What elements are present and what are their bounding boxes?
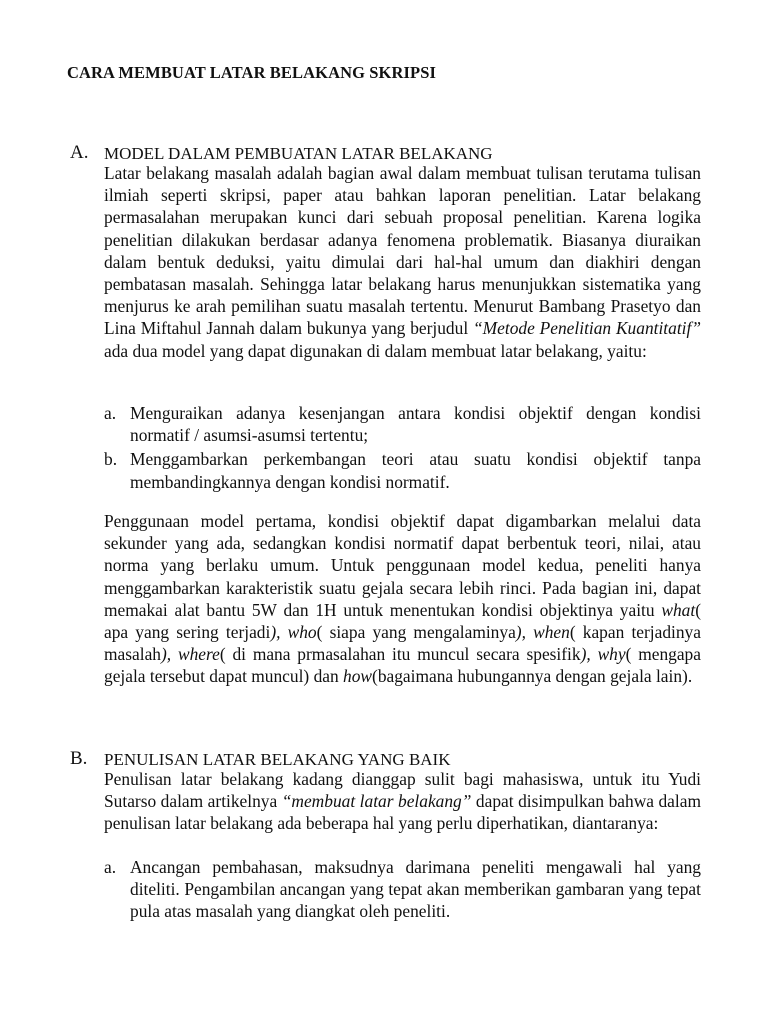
ordered-list (104, 402, 701, 493)
keyword-when: when (533, 622, 570, 643)
paragraph-text-part: ada dua model yang dapat digunakan di dalam membuat latar belakang, yaitu: (104, 340, 647, 361)
paragraph-text-part: dapat disimpulkan bahwa dalam penulisan latar belakang ada beberapa hal yang perlu diperhatikan, diantaranya: (104, 791, 701, 834)
paragraph (104, 510, 701, 688)
document-title: CARA MEMBUAT LATAR BELAKANG SKRIPSI (67, 63, 436, 82)
paragraph-text-part: ( siapa yang mengalaminya (316, 622, 516, 643)
list-item-text: Menggambarkan perkembangan teori atau suatu kondisi objektif tanpa membandingkannya dengan kondisi normatif. (130, 449, 701, 492)
paragraph-text-part: ( di mana prmasalahan itu muncul secara spesifik (219, 644, 581, 665)
paragraph-text (104, 510, 701, 688)
keyword-why: why (597, 644, 626, 665)
paragraph-text-part: ), (515, 622, 534, 643)
section-heading: PENULISAN LATAR BELAKANG YANG BAIK (104, 750, 451, 769)
list-item (104, 402, 701, 446)
list-marker: a. (104, 857, 117, 877)
paragraph-text (104, 768, 701, 835)
keyword-who: who (287, 622, 317, 643)
paragraph-text-part: ), (270, 622, 281, 643)
keyword-how: how (343, 666, 373, 687)
paragraph-text-part: ), (160, 644, 172, 665)
paragraph-text-part: Penulisan latar belakang kadang dianggap sulit bagi mahasiswa, untuk itu Yudi Sutarso dalam artikelnya (104, 769, 701, 812)
section-letter: A. (70, 142, 89, 163)
paragraph (104, 162, 701, 362)
section-letter: B. (70, 748, 88, 769)
list-marker: b. (104, 449, 118, 470)
list-item (104, 856, 701, 923)
keyword-where: where (177, 644, 220, 665)
keyword-what: what (661, 599, 696, 620)
list-marker: a. (104, 403, 117, 423)
paragraph-text-part: ( kapan terjadinya masalah (104, 622, 701, 665)
paragraph-text-part: (bagaimana hubungannya dengan gejala lain). (372, 666, 693, 687)
paragraph-text-part: Penggunaan model pertama, kondisi objektif dapat digambarkan melalui data sekunder yang ada, sedangkan kondisi normatif dapat berbentuk teori, nilai, atau norma yang berlaku umum. Untuk penggunaan model kedua, peneliti hanya menggambarkan karakteristik suatu gejala secara lebih rinci. Pada bagian ini, dapat memakai alat bantu 5W dan 1H untuk menentukan kondisi objektinya yaitu (104, 511, 701, 620)
paragraph (104, 768, 701, 835)
book-title-quote: “Metode Penelitian Kuantitatif” (473, 318, 701, 339)
ordered-list (104, 856, 701, 923)
paragraph-text (104, 162, 701, 362)
paragraph-text-part: ( apa yang sering terjadi (104, 599, 701, 643)
list-item (104, 448, 701, 492)
section-heading: MODEL DALAM PEMBUATAN LATAR BELAKANG (104, 144, 493, 163)
paragraph-text-part: ), (580, 644, 598, 665)
article-title-quote: “membuat latar belakang” (281, 791, 472, 812)
paragraph-text-part: Latar belakang masalah adalah bagian awal dalam membuat tulisan terutama tulisan ilmiah seperti skripsi, paper atau bahkan laporan penelitian. Latar belakang permasalahan merupakan kunci dari sebuah proposal penelitian. Karena logika penelitian dilakukan berdasar adanya fenomena problematik. Biasanya diuraikan dalam bentuk deduksi, yaitu dimulai dari hal-hal umum dan diakhiri dengan pembatasan masalah. Sehingga latar belakang harus menunjukkan sistematika yang menjurus ke arah pemilihan suatu masalah tertentu. Menurut Bambang Prasetyo dan Lina Miftahul Jannah dalam bukunya yang berjudul (104, 163, 701, 339)
paragraph-text-part: ( mengapa gejala tersebut dapat muncul) dan (104, 644, 701, 687)
list-item-text: Ancangan pembahasan, maksudnya darimana peneliti mengawali hal yang diteliti. Pengambilan ancangan yang tepat akan memberikan gambaran yang tepat pula atas masalah yang diangkat oleh peneliti. (130, 857, 701, 922)
list-item-text: Menguraikan adanya kesenjangan antara kondisi objektif dengan kondisi normatif / asumsi-asumsi tertentu; (130, 403, 701, 446)
